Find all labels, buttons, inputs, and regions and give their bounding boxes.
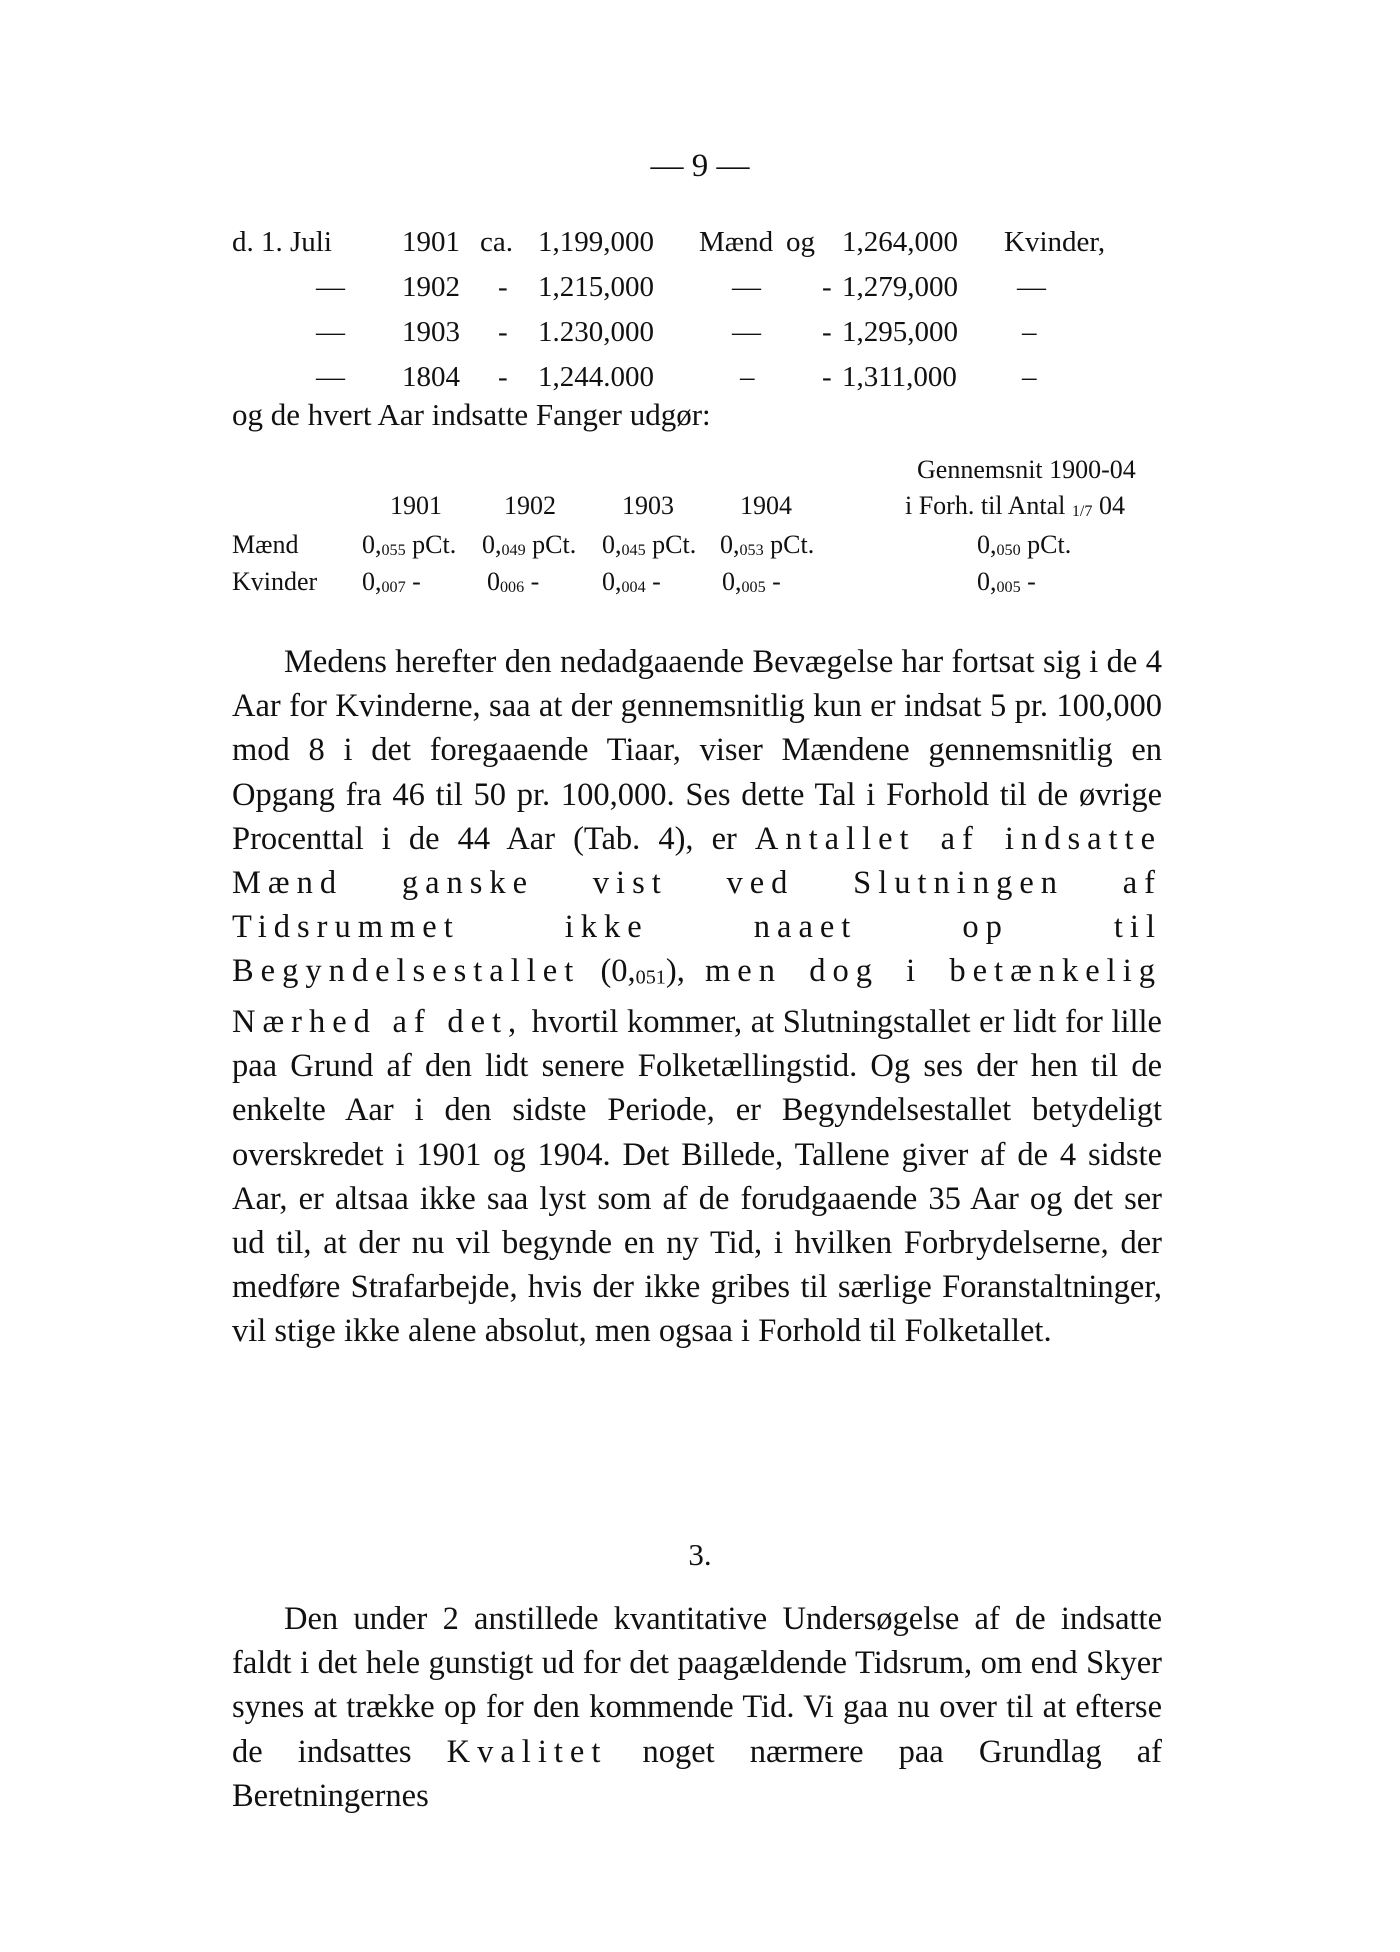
row-men-label: —	[732, 271, 761, 303]
table-cell: $0,_{055}$ pCt.	[362, 530, 457, 559]
page-number: — 9 —	[650, 148, 750, 184]
row-women-label: –	[1022, 316, 1037, 348]
row-women-count: 1,279,000	[842, 271, 958, 303]
row-label-women: Kvinder	[232, 567, 318, 596]
spaced-emphasis: Antallet af indsatte Mænd ganske vist ved Slutningen af Tidsrummet ikke naaet op til Begyndelsestallet	[232, 820, 1162, 990]
spaced-emphasis: men dog i betænkelig Nærhed af det,	[232, 953, 1162, 1041]
row-women-count: 1,295,000	[842, 316, 958, 348]
avg-header-text: i Forh. til Antal	[905, 491, 1072, 520]
year-header: 1902	[504, 491, 556, 520]
year-header: 1904	[740, 491, 792, 520]
row-og: -	[822, 271, 832, 303]
table-cell: $0_{006}$ -	[487, 567, 540, 596]
row-men-label: –	[740, 361, 755, 393]
table-cell: $0,_{005}$ -	[722, 567, 781, 596]
row-women-label: —	[1017, 271, 1046, 303]
row-men-count: 1.230,000	[538, 316, 654, 348]
row-women-label: Kvinder,	[1004, 226, 1106, 258]
row-year: 1903	[402, 316, 460, 348]
table-cell: $0,_{049}$ pCt.	[482, 530, 577, 559]
spaced-emphasis: Kvalitet	[446, 1733, 608, 1770]
row-women-label: –	[1022, 361, 1037, 393]
paragraph-text: hvortil kommer, at Slutningstallet er lidt for lille paa Grund af den lidt senere Folketællingstid. Og ses der hen til de enkelte Aar i den sidste Periode, er Begyndelsestallet betydeligt overskredet i 1901 og 1904. Det Billede, Tallene giver af de 4 sidste Aar, er altsaa ikke saa lyst som af de forudgaaende 35 Aar og det ser ud til, at der nu vil begynde en ny Tid, i hvilken Forbrydelserne, der medføre Strafarbejde, hvis der ikke gribes til særlige Foranstaltninger, vil stige ikke alene absolut, men ogsaa i Forhold til Folketallet.	[232, 1004, 1162, 1350]
avg-header-line2	[905, 491, 1125, 521]
row-date: d. 1. Juli	[232, 226, 332, 258]
body-paragraph-2	[232, 1597, 1162, 1818]
row-og: og	[786, 226, 815, 258]
table-intro: og de hvert Aar indsatte Fanger udgør:	[232, 397, 711, 432]
row-year: 1804	[402, 361, 460, 393]
row-year: 1902	[402, 271, 460, 303]
year-header: 1901	[390, 491, 442, 520]
row-label-men: Mænd	[232, 530, 299, 559]
table-cell: $0,_{007}$ -	[362, 567, 421, 596]
body-paragraph-1: Medens herefter den nedadgaaende Bevægelse har fortsat sig i de 4 Aar for Kvinderne, saa at der gennemsnitlig kun er indsat 5 pr. 100,000 mod 8 i det foregaaende Tiaar, viser Mændene gennemsnitlig en Opgang fra 46 til 50 pr. 100,000. Ses dette Tal i Forhold til de øvrige Procenttal i de 44 Aar (Tab. 4), er Antallet af indsatte Mænd ganske vist ved Slutningen af Tidsrummet ikke naaet op til Begyndelsestallet $(0,_{051})$, men dog i betænkelig Nærhed af det, hvortil kommer, at Slutningstallet er lidt for lille paa Grund af den lidt senere Folketællingstid. Og ses der hen til de enkelte Aar i den sidste Periode, er Begyndelsestallet betydeligt overskredet i 1901 og 1904. Det Billede, Tallene giver af de 4 sidste Aar, er altsaa ikke saa lyst som af de forudgaaende 35 Aar og det ser ud til, at der nu vil begynde en ny Tid, i hvilken Forbrydelserne, der medføre Strafarbejde, hvis der ikke gribes til særlige Foranstaltninger, vil stige ikke alene absolut, men ogsaa i Forhold til Folketallet.	[232, 644, 1162, 1350]
avg-header-line1: Gennemsnit 1900-04	[917, 455, 1136, 484]
row-og: -	[822, 316, 832, 348]
row-og: -	[822, 361, 832, 393]
paragraph-text: Den under 2 anstillede kvantitative Undersøgelse af de indsatte faldt i det hele gunstigt ud for det paagældende Tidsrum, om end Skyer synes at trække op for den kommende Tid. Vi gaa nu over til at efterse de indsattes	[232, 1601, 1162, 1770]
year-header: 1903	[622, 491, 674, 520]
table-cell: $0,_{004}$ -	[602, 567, 661, 596]
table-cell: $0,_{053}$ pCt.	[720, 530, 815, 559]
paragraph-text: noget nærmere paa Grundlag af Beretningernes	[232, 1733, 1162, 1814]
row-date: —	[316, 316, 345, 348]
avg-header-year: 04	[1092, 491, 1125, 520]
row-men-label: Mænd	[699, 226, 774, 258]
avg-header-fraction: 1/7	[1071, 502, 1093, 520]
row-men-count: 1,199,000	[538, 226, 654, 258]
table-avg-cell: $0,_{050}$ pCt.	[977, 530, 1072, 559]
table-avg-cell: $0,_{005}$ -	[977, 567, 1036, 596]
row-date: —	[316, 361, 345, 393]
row-men-label: —	[732, 316, 761, 348]
row-ca: -	[498, 361, 508, 393]
section-number: 3.	[688, 1537, 712, 1572]
row-men-count: 1,244.000	[538, 361, 654, 393]
paragraph-text: Medens herefter den nedadgaaende Bevægelse har fortsat sig i de 4 Aar for Kvinderne, saa at der gennemsnitlig kun er indsat 5 pr. 100,000 mod 8 i det foregaaende Tiaar, viser Mændene gennemsnitlig en Opgang fra 46 til 50 pr. 100,000. Ses dette Tal i Forhold til de øvrige Procenttal i de 44 Aar (Tab. 4), er	[232, 644, 1162, 857]
row-ca: -	[498, 271, 508, 303]
row-date: —	[316, 271, 345, 303]
row-women-count: 1,264,000	[842, 226, 958, 258]
row-women-count: 1,311,000	[842, 361, 957, 393]
row-year: 1901	[402, 226, 460, 258]
row-ca: -	[498, 316, 508, 348]
row-ca: ca.	[480, 226, 513, 258]
percentage-table	[232, 455, 1182, 615]
table-cell: $0,_{045}$ pCt.	[602, 530, 697, 559]
row-men-count: 1,215,000	[538, 271, 654, 303]
